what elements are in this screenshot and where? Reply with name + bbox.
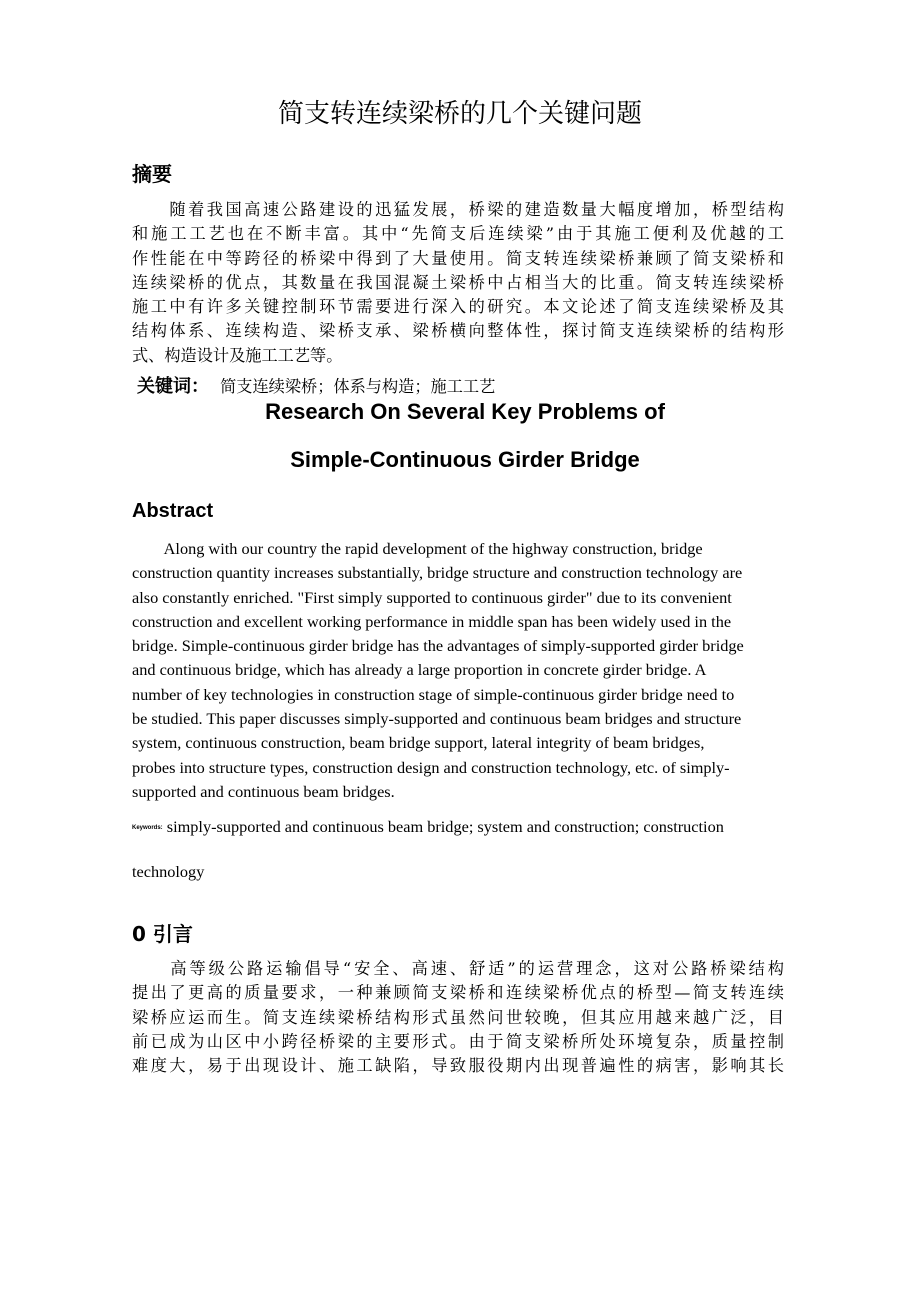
keywords-english bbox=[132, 815, 792, 840]
abstract-en-line: supported and continuous beam bridges. bbox=[132, 781, 395, 801]
abstract-body-chinese bbox=[132, 198, 784, 368]
abstract-en-line: Along with our country the rapid development of the highway construction, bridge bbox=[132, 539, 703, 558]
abstract-cn-line: 随着我国高速公路建设的迅猛发展，桥梁的建造数量大幅度增加，桥型结构 bbox=[132, 200, 784, 219]
abstract-en-line: system, continuous construction, beam bridge support, lateral integrity of beam bridges, bbox=[132, 733, 705, 753]
keywords-chinese bbox=[137, 372, 495, 398]
intro-line: 提出了更高的质量要求，一种兼顾简支梁桥和连续梁桥优点的桥型—简支转连续 bbox=[132, 983, 784, 1003]
abstract-cn-line: 施工中有许多关键控制环节需要进行深入的研究。本文论述了简支连续梁桥及其 bbox=[132, 297, 784, 317]
keywords-label-english: Keywords: bbox=[132, 825, 163, 832]
keywords-value-english: simply-supported and continuous beam bridge; system and construction; construction bbox=[166, 817, 724, 836]
abstract-en-line: construction quantity increases substantially, bridge structure and construction technology are bbox=[132, 563, 743, 583]
paper-title-english-line2: Simple-Continuous Girder Bridge bbox=[290, 447, 640, 472]
abstract-en-line: number of key technologies in construction stage of simple-continuous girder bridge need to bbox=[132, 684, 735, 704]
keywords-english-continued: technology bbox=[132, 862, 205, 881]
intro-line: 高等级公路运输倡导“安全、高速、舒适”的运营理念，这对公路桥梁结构 bbox=[132, 959, 784, 978]
intro-line: 梁桥应运而生。简支连续梁桥结构形式虽然问世较晚，但其应用越来越广泛，目 bbox=[132, 1007, 784, 1027]
abstract-en-line: bridge. Simple-continuous girder bridge has the advantages of simply-supported girder bridge bbox=[132, 636, 744, 656]
paper-title-chinese: 简支转连续梁桥的几个关键问题 bbox=[277, 99, 642, 129]
intro-line: 前已成为山区中小跨径桥梁的主要形式。由于简支梁桥所处环境复杂，质量控制 bbox=[132, 1031, 784, 1051]
abstract-en-line: be studied. This paper discusses simply-supported and continuous beam bridges and structure bbox=[132, 709, 742, 729]
abstract-cn-line: 连续梁桥的优点，其数量在我国混凝土梁桥中占相当大的比重。简支转连续梁桥 bbox=[132, 272, 784, 292]
abstract-en-line: also constantly enriched. "First simply supported to continuous girder" due to its convenient bbox=[132, 587, 732, 607]
paper-title-english-line1: Research On Several Key Problems of bbox=[265, 399, 665, 424]
introduction-body bbox=[132, 957, 784, 1078]
abstract-en-line: probes into structure types, construction design and construction technology, etc. of simply- bbox=[132, 757, 730, 777]
keywords-label-chinese: 关键词： bbox=[137, 376, 209, 397]
abstract-en-line: and continuous bridge, which has already a large proportion in concrete girder bridge. A bbox=[132, 660, 707, 680]
abstract-en-line: construction and excellent working performance in middle span has been widely used in the bbox=[132, 611, 732, 631]
abstract-body-english bbox=[132, 537, 792, 804]
intro-line: 难度大，易于出现设计、施工缺陷，导致服役期内出现普遍性的病害，影响其长 bbox=[132, 1056, 784, 1076]
abstract-cn-line: 和施工工艺也在不断丰富。其中“先简支后连续梁”由于其施工便利及优越的工 bbox=[132, 224, 784, 244]
section-heading-introduction: 0 引言 bbox=[132, 922, 193, 946]
abstract-heading-chinese: 摘要 bbox=[132, 162, 172, 186]
abstract-cn-line: 作性能在中等跨径的桥梁中得到了大量使用。简支转连续梁桥兼顾了简支梁桥和 bbox=[132, 248, 784, 268]
abstract-cn-line: 式、构造设计及施工工艺等。 bbox=[132, 345, 343, 365]
abstract-heading-english: Abstract bbox=[132, 500, 214, 522]
keywords-value-chinese: 简支连续梁桥；体系与构造；施工工艺 bbox=[220, 377, 496, 396]
abstract-cn-line: 结构体系、连续构造、梁桥支承、梁桥横向整体性，探讨简支连续梁桥的结构形 bbox=[132, 321, 784, 341]
